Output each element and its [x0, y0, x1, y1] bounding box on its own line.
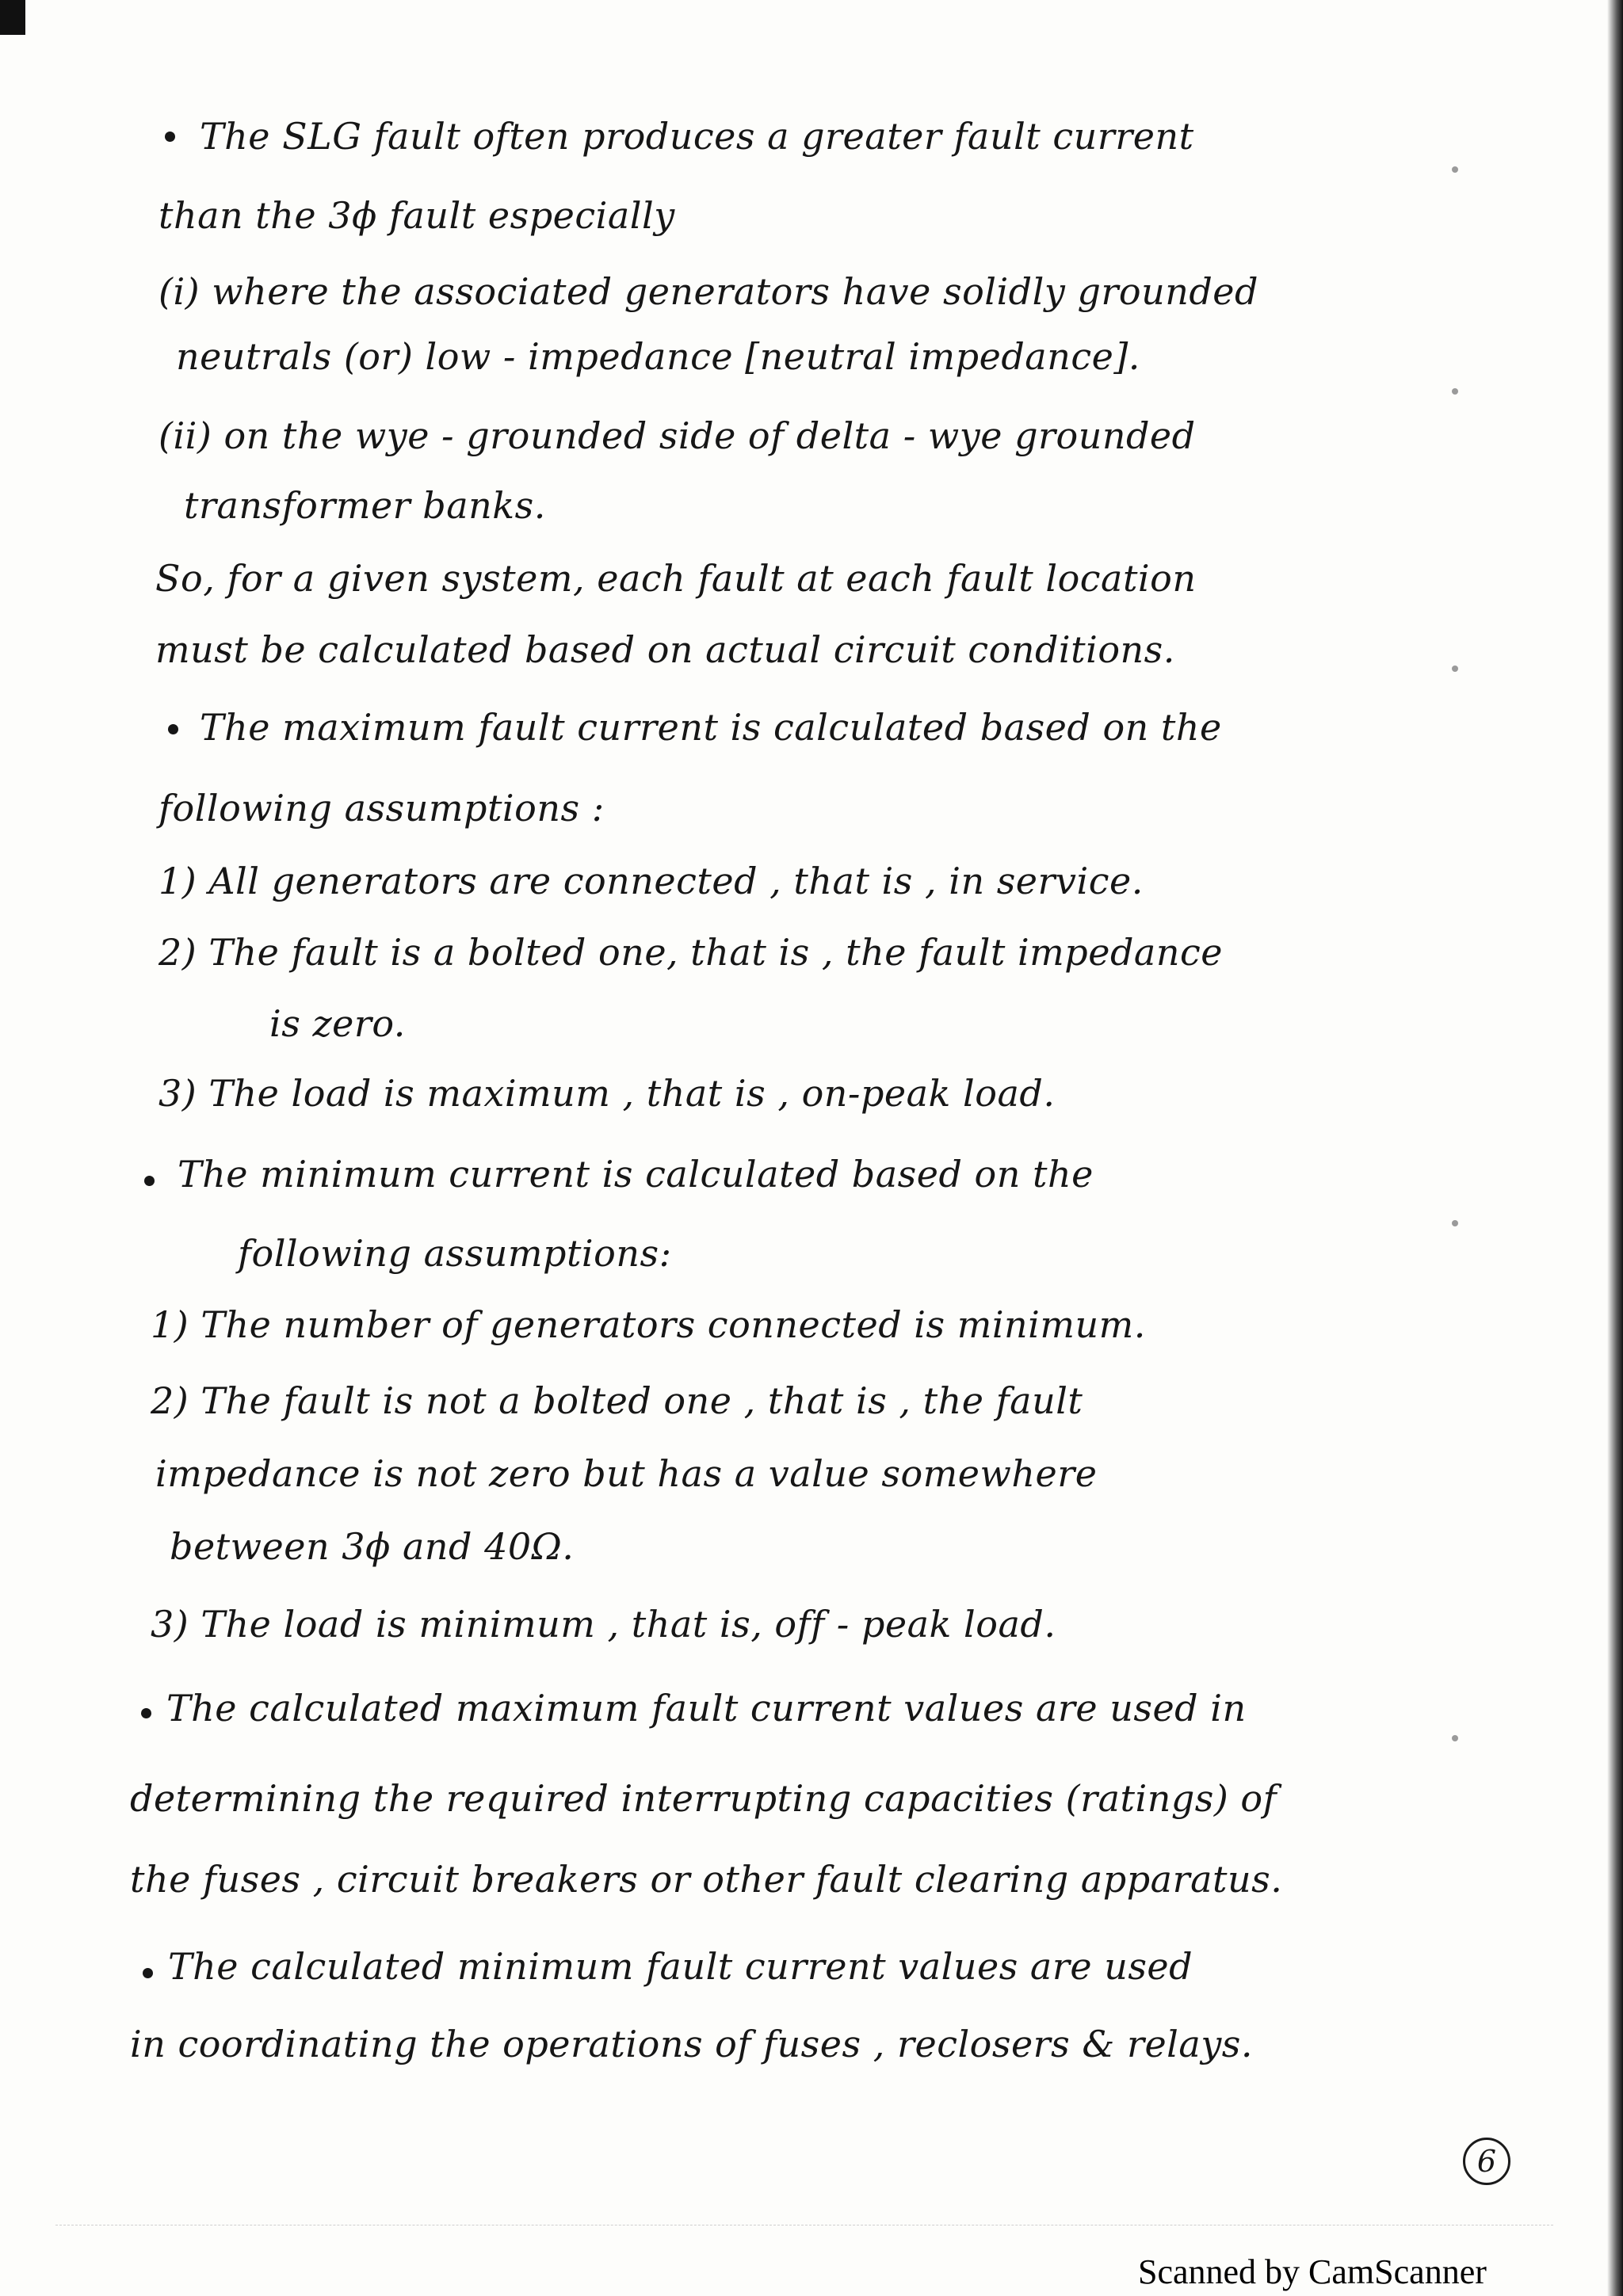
note-line: transformer banks.: [184, 484, 546, 527]
note-line: 1) All generators are connected , that is , in service.: [158, 860, 1144, 902]
note-line: 1) The number of generators connected is minimum.: [151, 1303, 1146, 1346]
note-line: than the 3ϕ fault especially: [158, 194, 675, 237]
page-number-badge: 6: [1463, 2138, 1510, 2185]
note-line: following assumptions :: [158, 787, 605, 830]
scanner-watermark-text: Scanned by CamScanner: [1138, 2252, 1487, 2291]
note-line: in coordinating the operations of fuses , reclosers & relays.: [130, 2023, 1254, 2065]
note-line: 3) The load is minimum , that is, off - peak load.: [151, 1603, 1056, 1646]
bullet: [168, 724, 178, 734]
note-line: (i) where the associated generators have solidly grounded: [158, 270, 1258, 313]
note-line: The maximum fault current is calculated based on the: [200, 706, 1222, 749]
note-line: The calculated maximum fault current values are used in: [166, 1687, 1247, 1730]
note-line: impedance is not zero but has a value somewhere: [155, 1452, 1098, 1495]
bullet: [141, 1708, 151, 1718]
note-line: neutrals (or) low - impedance [neutral impedance].: [176, 335, 1140, 378]
note-line: must be calculated based on actual circuit conditions.: [155, 628, 1175, 671]
note-line: determining the required interrupting capacities (ratings) of: [130, 1777, 1277, 1820]
bullet: [165, 132, 175, 142]
bullet: [144, 1176, 155, 1186]
note-line: The calculated minimum fault current values are used: [168, 1945, 1193, 1988]
note-line: The SLG fault often produces a greater fault current: [200, 115, 1194, 158]
note-line: following assumptions:: [238, 1232, 672, 1275]
note-line: 2) The fault is not a bolted one , that is , the fault: [151, 1379, 1083, 1422]
bullet: [143, 1968, 153, 1978]
note-line: 2) The fault is a bolted one, that is , the fault impedance: [158, 931, 1223, 974]
note-line: is zero.: [269, 1002, 406, 1045]
note-line: 3) The load is maximum , that is , on-peak load.: [158, 1072, 1056, 1115]
note-line: The minimum current is calculated based on the: [178, 1153, 1094, 1196]
note-line: the fuses , circuit breakers or other fault clearing apparatus.: [130, 1858, 1283, 1901]
note-line: So, for a given system, each fault at each fault location: [155, 557, 1197, 600]
note-line: between 3ϕ and 40Ω.: [170, 1525, 575, 1568]
note-line: (ii) on the wye - grounded side of delta - wye grounded: [158, 414, 1196, 457]
